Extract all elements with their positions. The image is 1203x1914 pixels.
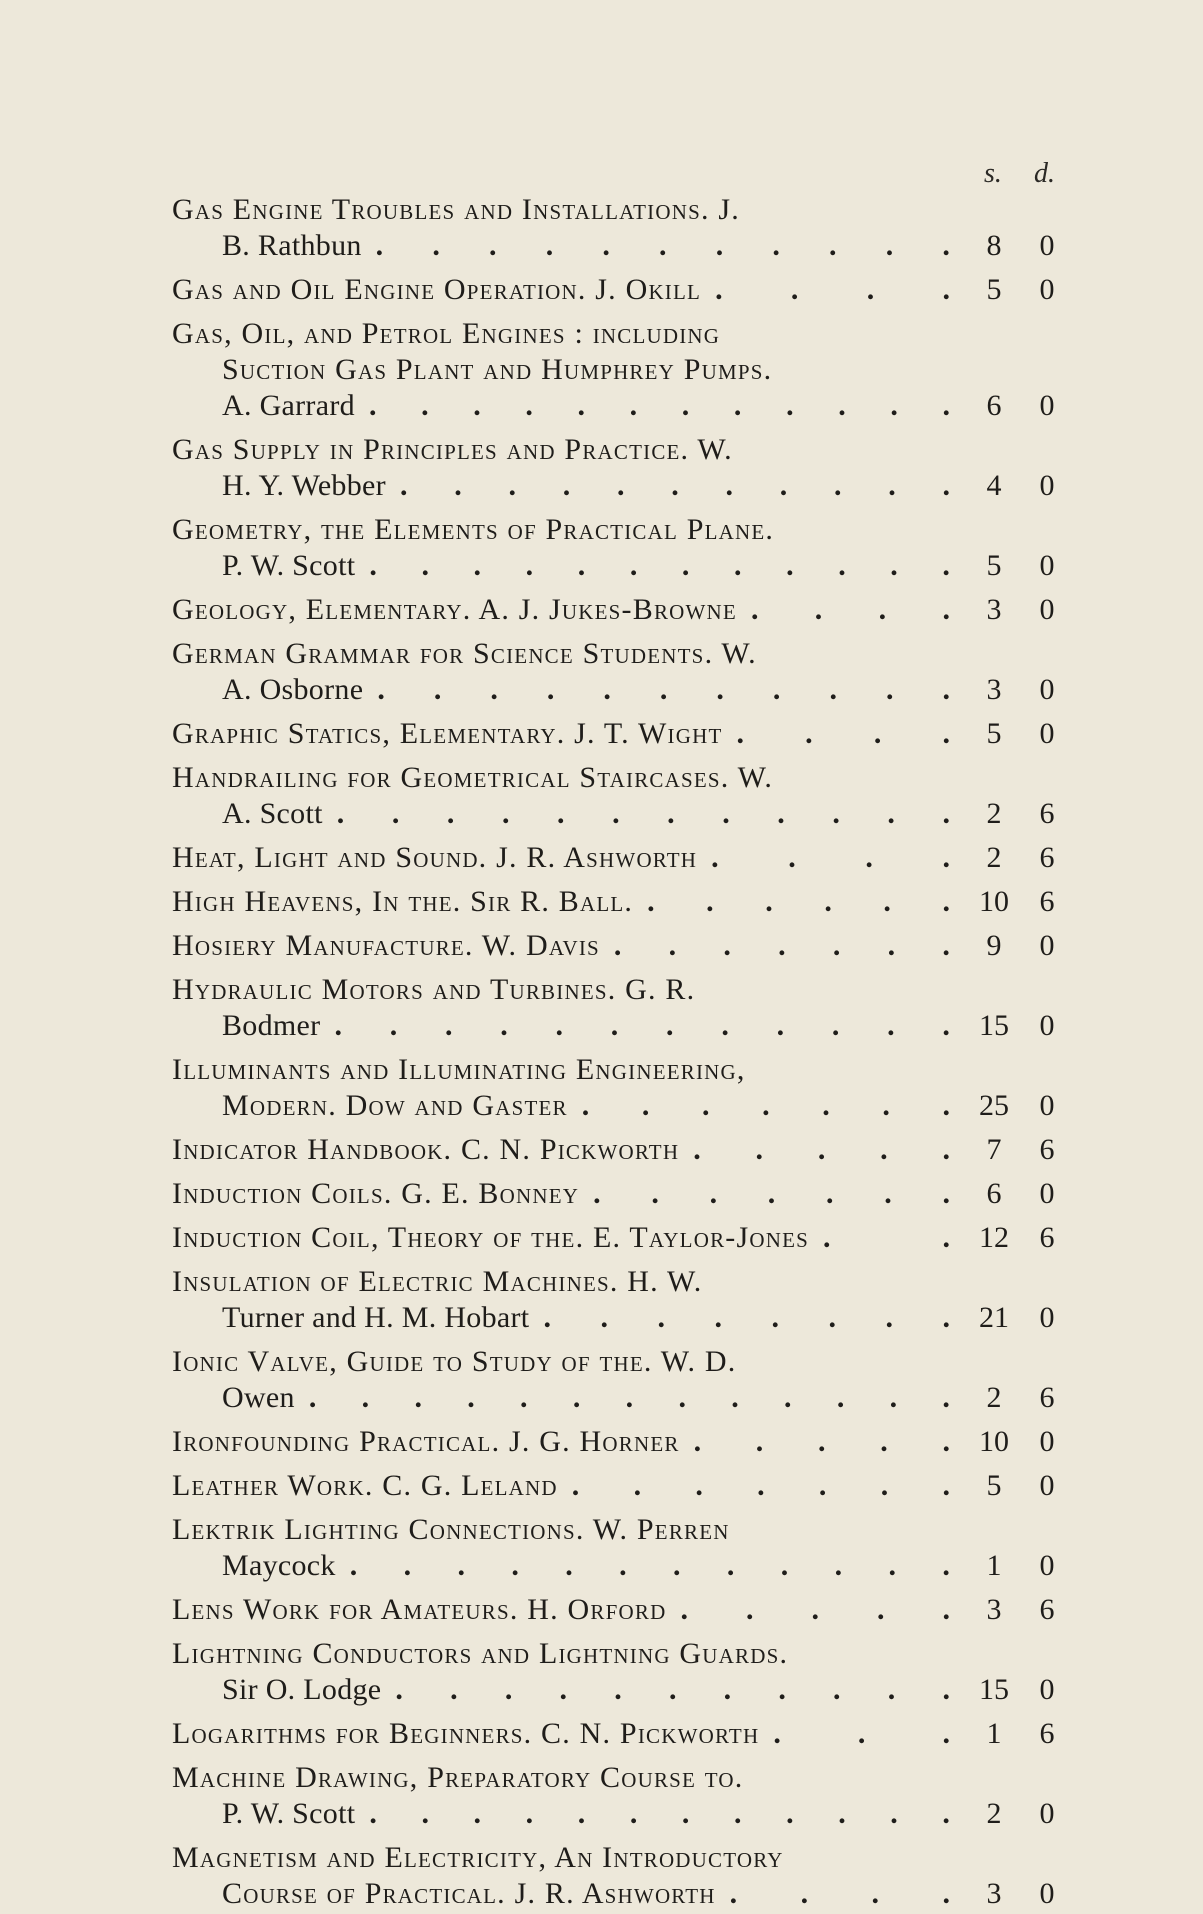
- entry-title-line: [0, 1466, 1203, 1506]
- price-shillings: 5: [986, 273, 1002, 306]
- entry-text: Insulation of Electric Machines. H. W.: [172, 1265, 703, 1298]
- entry-text: Magnetism and Electricity, An Introductory: [172, 1841, 784, 1874]
- entry-title-line: [0, 1262, 1203, 1302]
- entry-title-line: [0, 758, 1203, 798]
- leader-dots: . . . . . . .: [581, 1089, 950, 1122]
- price-pence: 0: [1039, 1877, 1055, 1910]
- leader-dots: . . . . . . . . . . . .: [368, 389, 950, 422]
- leader-dots: . . . .: [750, 593, 950, 626]
- entry-text: Leather Work. C. G. Leland: [172, 1469, 558, 1502]
- entry-title-line: [0, 1342, 1203, 1382]
- entry-title-line: [0, 590, 1203, 630]
- entry-text: P. W. Scott: [222, 1797, 356, 1830]
- entry-continuation-line: [0, 1006, 1203, 1046]
- price-shillings: 21: [979, 1301, 1009, 1334]
- entry-text: Ionic Valve, Guide to Study of the. W. D.: [172, 1345, 737, 1378]
- price-pence: 0: [1039, 929, 1055, 962]
- price-shillings: 1: [986, 1717, 1002, 1750]
- entry-title-line: [0, 314, 1203, 354]
- entry-continuation-line: [0, 1546, 1203, 1586]
- entry-title-line: [0, 926, 1203, 966]
- price-pence: 0: [1039, 469, 1055, 502]
- entry-text: Modern. Dow and Gaster: [222, 1089, 568, 1122]
- entry-text: B. Rathbun: [222, 229, 362, 262]
- leader-dots: . . . . . . . . . . . .: [369, 1797, 950, 1830]
- entry-text: Lens Work for Amateurs. H. Orford: [172, 1593, 667, 1626]
- entry-title-line: [0, 510, 1203, 550]
- price-pence: 0: [1039, 593, 1055, 626]
- leader-dots: . . . . . . . . . . .: [395, 1673, 950, 1706]
- entry-text: Gas and Oil Engine Operation. J. Okill: [172, 273, 702, 306]
- price-shillings: 2: [986, 1797, 1002, 1830]
- entry-text: Owen: [222, 1381, 295, 1414]
- entry-text: Course of Practical. J. R. Ashworth: [222, 1877, 716, 1910]
- price-shillings: 9: [986, 929, 1002, 962]
- entry-text: Machine Drawing, Preparatory Course to.: [172, 1761, 744, 1794]
- entry-title-line: [0, 634, 1203, 674]
- leader-dots: . . . . .: [680, 1593, 950, 1626]
- entry-title-line: [0, 1714, 1203, 1754]
- entry-continuation-line: [0, 466, 1203, 506]
- entry-text: Induction Coils. G. E. Bonney: [172, 1177, 580, 1210]
- entry-continuation-line: [0, 1794, 1203, 1834]
- leader-dots: . . . .: [736, 717, 950, 750]
- entry-text: Gas, Oil, and Petrol Engines : including: [172, 317, 721, 350]
- price-pence: 6: [1039, 797, 1055, 830]
- price-shillings: 5: [986, 549, 1002, 582]
- entry-continuation-line: [0, 794, 1203, 834]
- price-shillings: 5: [986, 717, 1002, 750]
- price-shillings: 12: [979, 1221, 1009, 1254]
- price-shillings: 3: [986, 1877, 1002, 1910]
- entry-text: High Heavens, In the. Sir R. Ball.: [172, 885, 634, 918]
- leader-dots: . . . . .: [693, 1133, 950, 1166]
- entry-continuation-line: [0, 1298, 1203, 1338]
- price-shillings: 15: [979, 1009, 1009, 1042]
- entry-continuation-line: [0, 226, 1203, 266]
- price-pence: 0: [1039, 229, 1055, 262]
- price-shillings: 15: [979, 1673, 1009, 1706]
- price-shillings: 6: [986, 1177, 1002, 1210]
- entry-continuation-line: [0, 670, 1203, 710]
- leader-dots: . . . . . . . . . . .: [399, 469, 950, 502]
- price-shillings: 8: [986, 229, 1002, 262]
- price-shillings: 7: [986, 1133, 1002, 1166]
- entry-text: Graphic Statics, Elementary. J. T. Wight: [172, 717, 723, 750]
- entry-text: Sir O. Lodge: [222, 1673, 382, 1706]
- leader-dots: . . . . . . .: [613, 929, 950, 962]
- price-shillings: 3: [986, 593, 1002, 626]
- entry-text: Heat, Light and Sound. J. R. Ashworth: [172, 841, 698, 874]
- entry-title-line: [0, 190, 1203, 230]
- leader-dots: . . . . .: [693, 1425, 950, 1458]
- entry-title-line: [0, 714, 1203, 754]
- entry-text: P. W. Scott: [222, 549, 356, 582]
- entry-text: Induction Coil, Theory of the. E. Taylor-Jones: [172, 1221, 809, 1254]
- leader-dots: . . . . . . . .: [543, 1301, 950, 1334]
- price-shillings: 10: [979, 1425, 1009, 1458]
- price-shillings: 25: [979, 1089, 1009, 1122]
- pence-column-header: d.: [1034, 158, 1055, 189]
- entry-title-line: [0, 430, 1203, 470]
- entry-text: Turner and H. M. Hobart: [222, 1301, 530, 1334]
- entry-title-line: [0, 1130, 1203, 1170]
- price-shillings: 3: [986, 1593, 1002, 1626]
- price-shillings: 2: [986, 1381, 1002, 1414]
- price-shillings: 3: [986, 673, 1002, 706]
- price-pence: 0: [1039, 1425, 1055, 1458]
- leader-dots: . . . . . . . . . . . . .: [308, 1381, 950, 1414]
- entry-text: Gas Supply in Principles and Practice. W.: [172, 433, 733, 466]
- price-pence: 6: [1039, 1593, 1055, 1626]
- entry-continuation-line: [0, 1670, 1203, 1710]
- entry-continuation-line: [0, 1874, 1203, 1914]
- entry-text: Logarithms for Beginners. C. N. Pickworth: [172, 1717, 760, 1750]
- price-pence: 0: [1039, 1009, 1055, 1042]
- entry-title-line: [0, 838, 1203, 878]
- entry-text: German Grammar for Science Students. W.: [172, 637, 757, 670]
- leader-dots: . . . .: [729, 1877, 950, 1910]
- price-pence: 0: [1039, 1549, 1055, 1582]
- entry-text: A. Garrard: [222, 389, 355, 422]
- price-shillings: 1: [986, 1549, 1002, 1582]
- entry-title-line: [0, 1758, 1203, 1798]
- leader-dots: . . . . . . . . . . . .: [369, 549, 950, 582]
- price-shillings: 4: [986, 469, 1002, 502]
- entry-text: A. Osborne: [222, 673, 364, 706]
- leader-dots: . . . . . . . . . . .: [375, 229, 950, 262]
- price-shillings: 6: [986, 389, 1002, 422]
- entry-title-line: [0, 882, 1203, 922]
- shillings-column-header: s.: [984, 158, 1002, 189]
- entry-continuation-line: [0, 350, 1203, 390]
- price-shillings: 2: [986, 797, 1002, 830]
- entry-continuation-line: [0, 546, 1203, 586]
- leader-dots: . .: [822, 1221, 950, 1254]
- entry-continuation-line: [0, 1086, 1203, 1126]
- price-pence: 0: [1039, 1673, 1055, 1706]
- leader-dots: . . . . . .: [647, 885, 950, 918]
- entry-text: Handrailing for Geometrical Staircases. W.: [172, 761, 774, 794]
- price-pence: 0: [1039, 273, 1055, 306]
- price-pence: 0: [1039, 673, 1055, 706]
- leader-dots: . . . . . . .: [593, 1177, 950, 1210]
- price-shillings: 10: [979, 885, 1009, 918]
- entry-title-line: [0, 1174, 1203, 1214]
- price-pence: 6: [1039, 1221, 1055, 1254]
- entry-text: Indicator Handbook. C. N. Pickworth: [172, 1133, 680, 1166]
- entry-text: Suction Gas Plant and Humphrey Pumps.: [222, 353, 773, 386]
- price-pence: 0: [1039, 1177, 1055, 1210]
- entry-title-line: [0, 1422, 1203, 1462]
- entry-text: Lektrik Lighting Connections. W. Perren: [172, 1513, 730, 1546]
- entry-text: Hydraulic Motors and Turbines. G. R.: [172, 973, 696, 1006]
- price-pence: 0: [1039, 1089, 1055, 1122]
- entry-text: Geology, Elementary. A. J. Jukes-Browne: [172, 593, 737, 626]
- entry-text: H. Y. Webber: [222, 469, 386, 502]
- entry-title-line: [0, 1218, 1203, 1258]
- price-shillings: 5: [986, 1469, 1002, 1502]
- price-pence: 0: [1039, 717, 1055, 750]
- entry-title-line: [0, 970, 1203, 1010]
- leader-dots: . . . . . . . . . . . .: [334, 1009, 950, 1042]
- leader-dots: . . .: [773, 1717, 950, 1750]
- price-pence: 6: [1039, 1381, 1055, 1414]
- price-pence: 0: [1039, 1469, 1055, 1502]
- entry-title-line: [0, 1838, 1203, 1878]
- price-pence: 6: [1039, 1717, 1055, 1750]
- entry-title-line: [0, 1510, 1203, 1550]
- leader-dots: . . . . . . .: [571, 1469, 950, 1502]
- price-pence: 0: [1039, 1301, 1055, 1334]
- leader-dots: . . . .: [711, 841, 950, 874]
- entry-title-line: [0, 270, 1203, 310]
- price-pence: 0: [1039, 1797, 1055, 1830]
- leader-dots: . . . . . . . . . . .: [377, 673, 950, 706]
- entry-text: Ironfounding Practical. J. G. Horner: [172, 1425, 680, 1458]
- entry-title-line: [0, 1634, 1203, 1674]
- entry-text: Lightning Conductors and Lightning Guards.: [172, 1637, 789, 1670]
- entry-text: Illuminants and Illuminating Engineering,: [172, 1053, 746, 1086]
- entry-text: Bodmer: [222, 1009, 321, 1042]
- price-pence: 6: [1039, 841, 1055, 874]
- entry-text: A. Scott: [222, 797, 323, 830]
- price-pence: 0: [1039, 549, 1055, 582]
- entry-title-line: [0, 1590, 1203, 1630]
- price-pence: 6: [1039, 1133, 1055, 1166]
- price-shillings: 2: [986, 841, 1002, 874]
- price-pence: 6: [1039, 885, 1055, 918]
- entry-text: Geometry, the Elements of Practical Plane.: [172, 513, 775, 546]
- entry-text: Gas Engine Troubles and Installations. J.: [172, 193, 740, 226]
- entry-text: Maycock: [222, 1549, 336, 1582]
- leader-dots: . . . . . . . . . . . .: [349, 1549, 950, 1582]
- entry-continuation-line: [0, 1378, 1203, 1418]
- leader-dots: . . . .: [715, 273, 950, 306]
- price-pence: 0: [1039, 389, 1055, 422]
- entry-title-line: [0, 1050, 1203, 1090]
- entry-continuation-line: [0, 386, 1203, 426]
- entry-text: Hosiery Manufacture. W. Davis: [172, 929, 600, 962]
- leader-dots: . . . . . . . . . . . .: [336, 797, 950, 830]
